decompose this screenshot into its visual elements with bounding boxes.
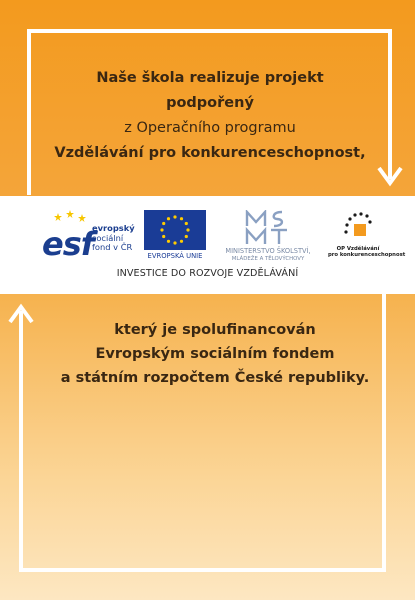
eu-logo <box>144 210 206 262</box>
esf-word: esf <box>42 225 94 263</box>
op-text <box>328 246 406 258</box>
project-line-4: Vzdělávání pro konkurenceschopnost, <box>54 145 366 161</box>
arrow-down-icon <box>376 164 404 190</box>
investice-tagline: INVESTICE DO ROZVOJE VZDĚLÁVÁNÍ <box>116 268 299 279</box>
esf-text <box>92 224 135 253</box>
cofinancing-statement <box>50 318 380 390</box>
frame-bottom-right-vertical <box>382 294 386 572</box>
project-statement <box>40 66 380 166</box>
cofinancing-line-3: a státním rozpočtem České republiky. <box>60 370 370 386</box>
op-line-1: OP Vzdělávání <box>336 246 380 252</box>
esf-logo <box>42 210 134 262</box>
msmt-line-2: MLÁDEŽE A TĚLOVÝCHOVY <box>231 255 305 262</box>
logo-row <box>38 210 406 263</box>
frame-top-left-vertical <box>27 29 31 195</box>
cofinancing-line-1: který je spolufinancován <box>114 322 316 338</box>
esf-line-3: fond v ČR <box>92 242 133 252</box>
project-line-3: z Operačního programu <box>124 120 296 136</box>
eu-flag-icon <box>144 210 206 250</box>
frame-bottom-horizontal <box>19 568 386 572</box>
msmt-text <box>218 248 318 263</box>
esf-line-2: sociální <box>92 232 124 243</box>
op-line-2: pro konkurenceschopnost <box>328 252 406 258</box>
project-line-1: Naše škola realizuje projekt <box>96 70 324 86</box>
esf-line-1: evropský <box>92 223 135 233</box>
frame-top-horizontal <box>27 29 392 33</box>
msmt-logo-icon <box>244 210 292 246</box>
cofinancing-line-2: Evropským sociálním fondem <box>95 346 335 362</box>
op-logo <box>328 210 406 262</box>
frame-top-right-vertical <box>388 29 392 179</box>
project-line-2: podpořený <box>166 95 254 111</box>
msmt-logo <box>218 210 318 262</box>
msmt-line-1: MINISTERSTVO ŠKOLSTVÍ, <box>225 247 311 255</box>
frame-bottom-left-vertical <box>19 311 23 572</box>
op-logo-icon <box>340 210 376 244</box>
eu-label: EVROPSKÁ UNIE <box>147 252 203 260</box>
